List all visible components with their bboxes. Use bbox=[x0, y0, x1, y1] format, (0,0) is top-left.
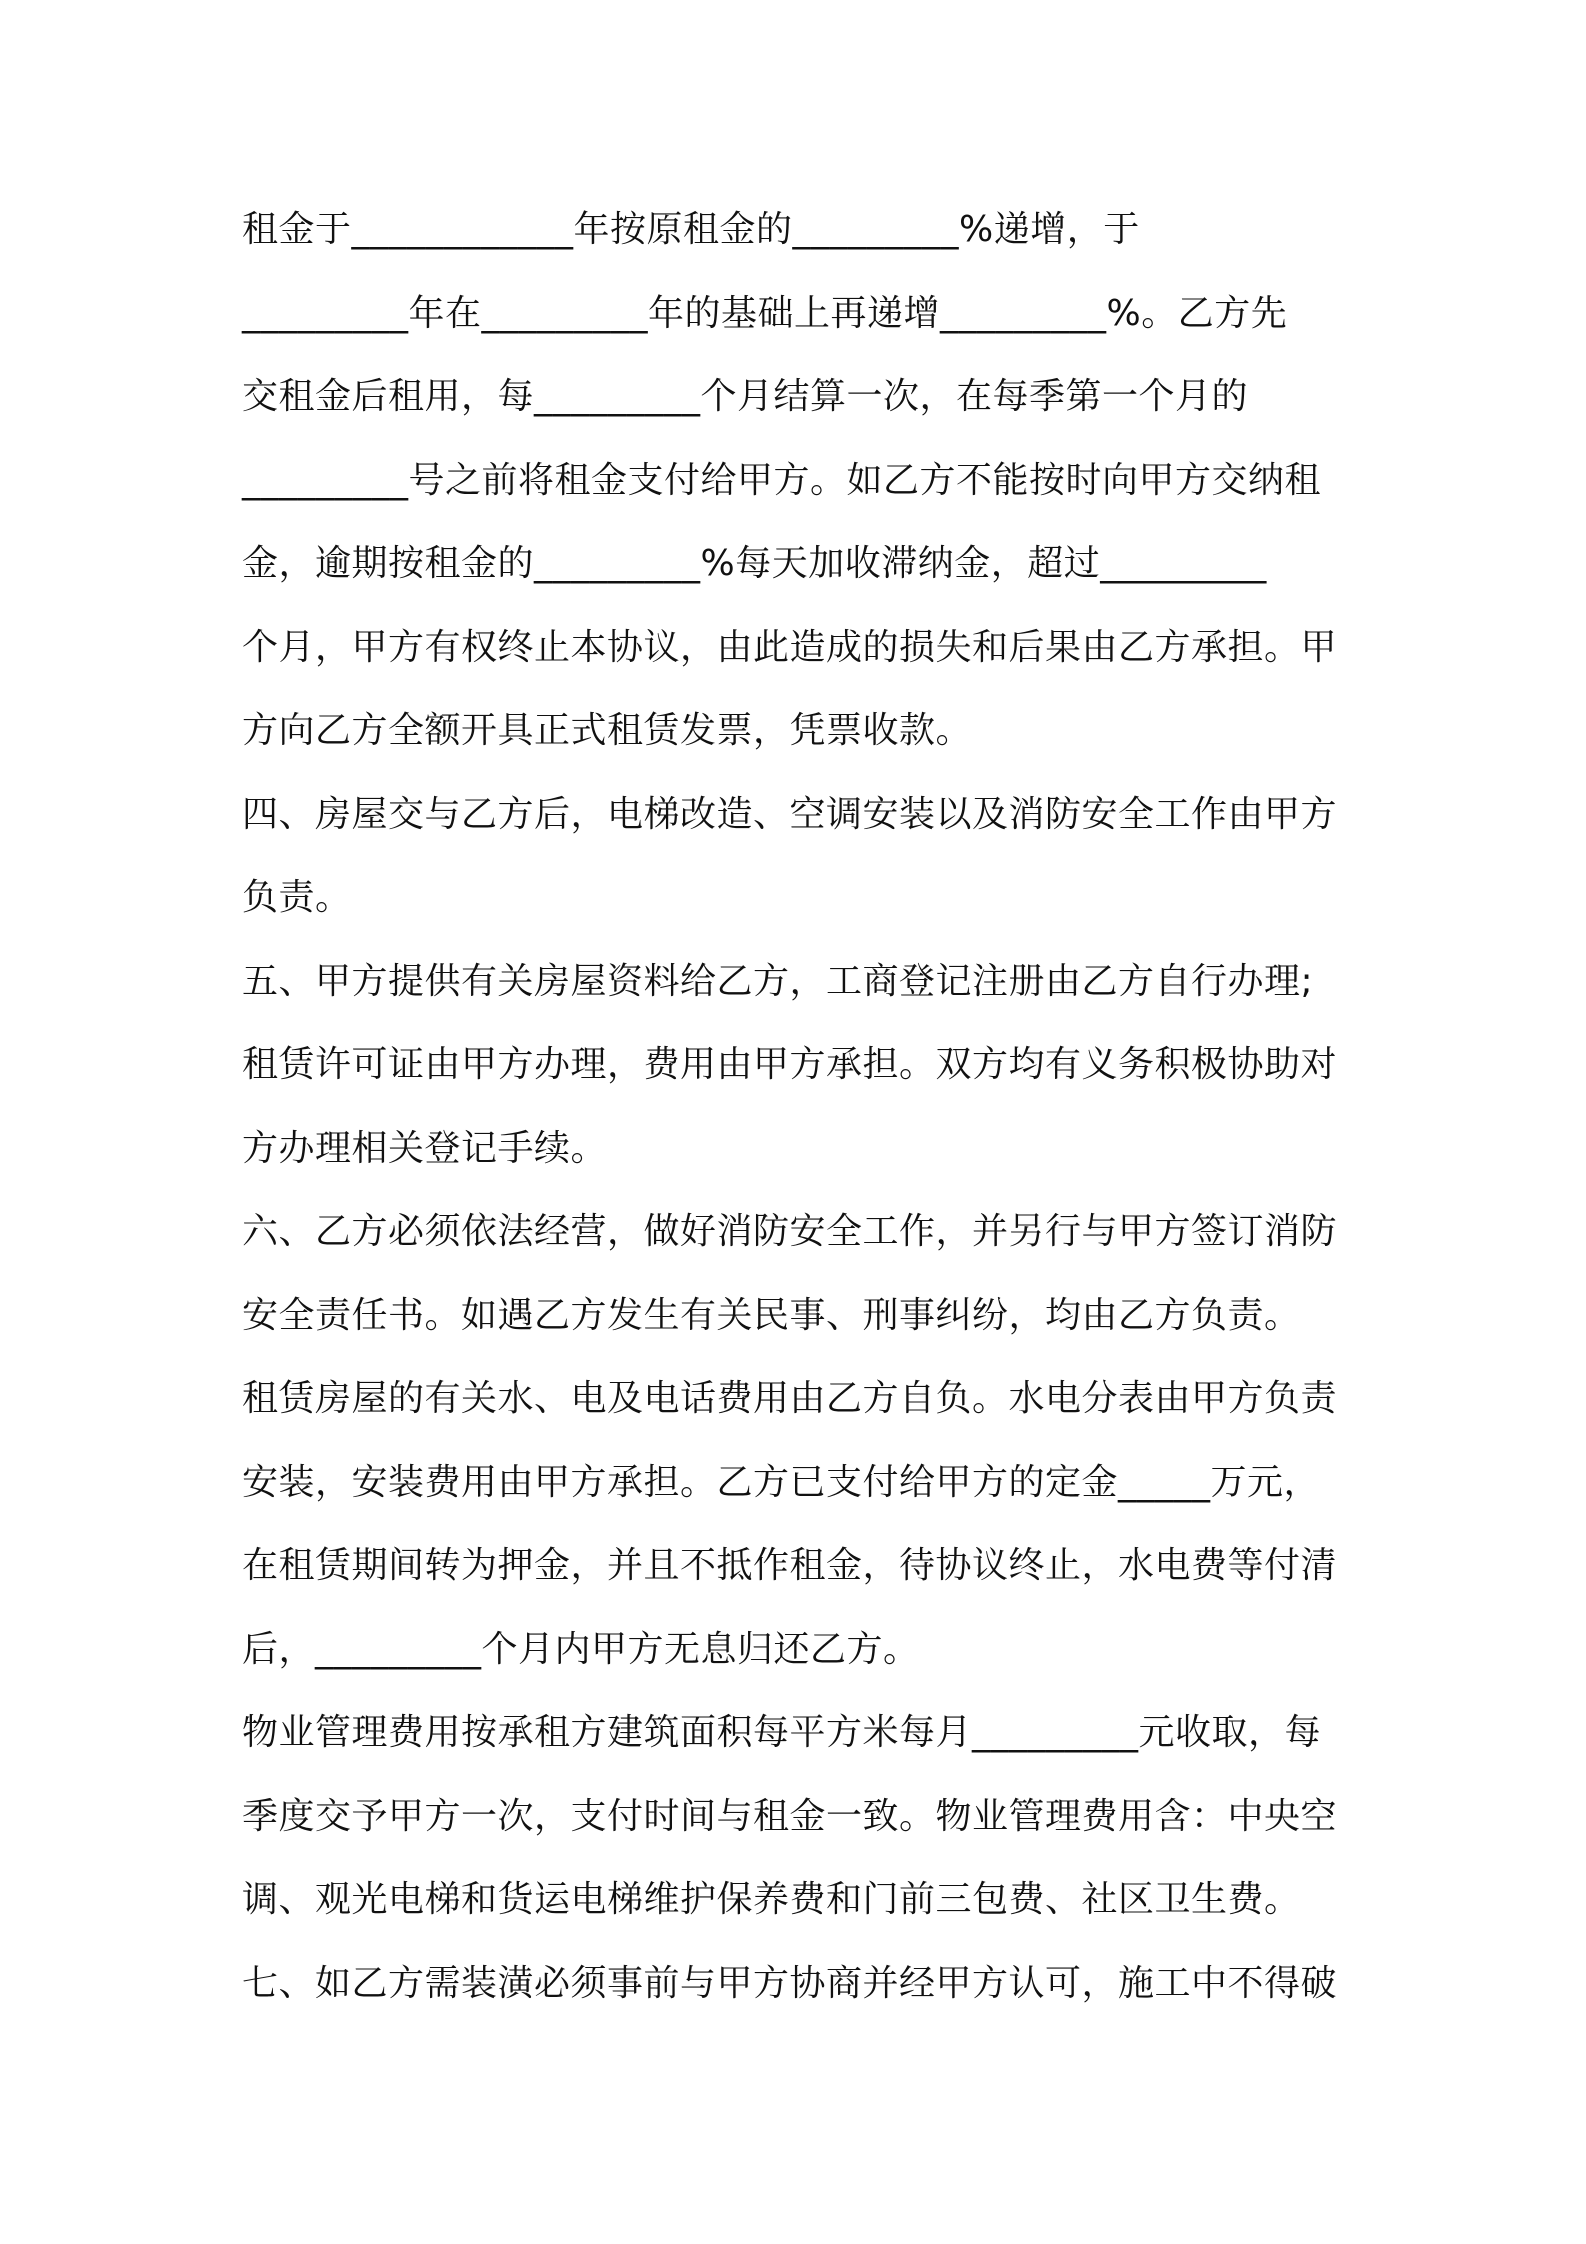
text-line: _________年在_________年的基础上再递增_________%。乙方先 bbox=[242, 292, 1288, 334]
contract-body-text bbox=[242, 188, 1357, 2025]
text-line: 租金于____________年按原租金的_________%递增，于 bbox=[242, 209, 1140, 250]
text-line: 个月，甲方有权终止本协议，由此造成的损失和后果由乙方承担。甲 bbox=[242, 626, 1338, 668]
text-line: 租赁房屋的有关水、电及电话费用由乙方自负。水电分表由甲方负责 bbox=[242, 1378, 1338, 1419]
text-line: _________号之前将租金支付给甲方。如乙方不能按时向甲方交纳租 bbox=[242, 459, 1322, 501]
text-line: 调、观光电梯和货运电梯维护保养费和门前三包费、社区卫生费。 bbox=[242, 1879, 1301, 1920]
text-line: 方办理相关登记手续。 bbox=[242, 1127, 608, 1169]
text-line: 在租赁期间转为押金，并且不抵作租金，待协议终止，水电费等付清 bbox=[242, 1545, 1338, 1586]
text-line: 五、甲方提供有关房屋资料给乙方，工商登记注册由乙方自行办理; bbox=[242, 960, 1314, 1002]
text-line: 方向乙方全额开具正式租赁发票，凭票收款。 bbox=[242, 710, 973, 751]
text-line: 金，逾期按租金的_________%每天加收滞纳金，超过_________ bbox=[242, 543, 1267, 584]
text-line: 安装，安装费用由甲方承担。乙方已支付给甲方的定金_____万元， bbox=[242, 1461, 1321, 1503]
text-line: 四、房屋交与乙方后，电梯改造、空调安装以及消防安全工作由甲方 bbox=[242, 793, 1338, 835]
text-line: 后，_________个月内甲方无息归还乙方。 bbox=[242, 1628, 920, 1670]
text-line: 交租金后租用，每_________个月结算一次，在每季第一个月的 bbox=[242, 376, 1249, 417]
text-line: 安全责任书。如遇乙方发生有关民事、刑事纠纷，均由乙方负责。 bbox=[242, 1294, 1301, 1336]
text-line: 七、如乙方需装潢必须事前与甲方协商并经甲方认可，施工中不得破 bbox=[242, 1962, 1338, 2004]
text-line: 租赁许可证由甲方办理，费用由甲方承担。双方均有义务积极协助对 bbox=[242, 1044, 1338, 1085]
text-line: 六、乙方必须依法经营，做好消防安全工作，并另行与甲方签订消防 bbox=[242, 1211, 1338, 1252]
text-line: 负责。 bbox=[242, 877, 352, 918]
text-line: 物业管理费用按承租方建筑面积每平方米每月_________元收取，每 bbox=[242, 1712, 1322, 1753]
text-line: 季度交予甲方一次，支付时间与租金一致。物业管理费用含：中央空 bbox=[242, 1795, 1338, 1837]
